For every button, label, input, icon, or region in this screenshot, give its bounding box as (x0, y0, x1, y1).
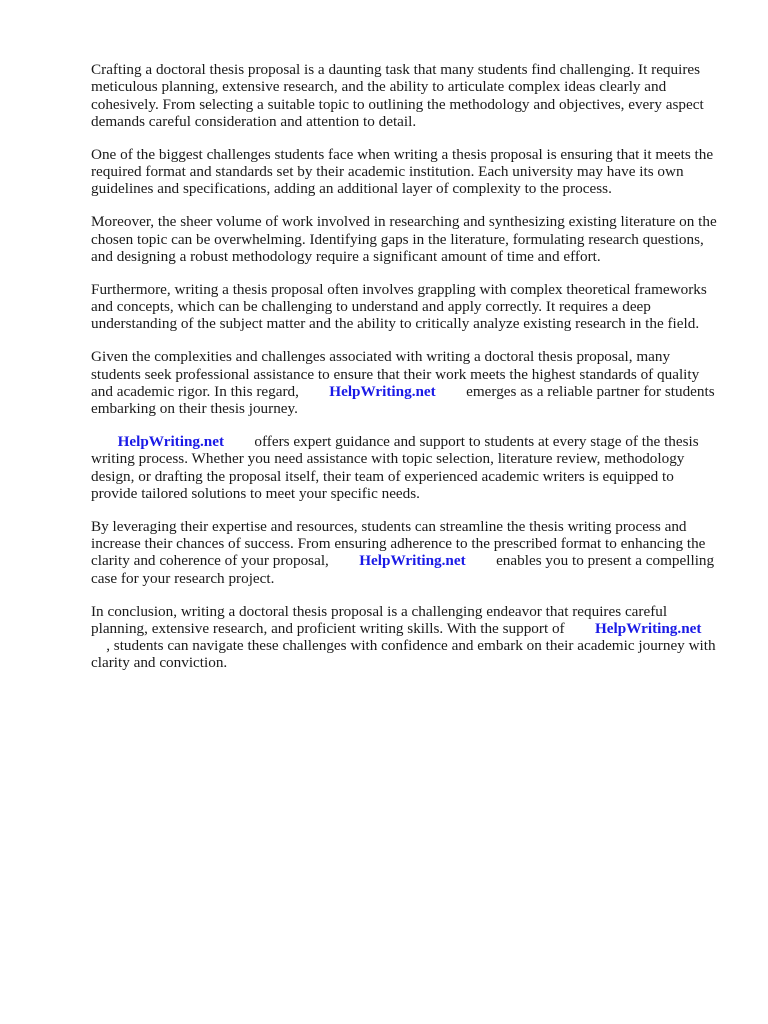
paragraph-professional-assistance (91, 348, 723, 417)
helpwriting-link[interactable]: HelpWriting.net (117, 433, 225, 451)
paragraph-research-volume: Moreover, the sheer volume of work involved in researching and synthesizing existing literature on the chosen topic can be overwhelming. Identifying gaps in the literature, formulating research questions, and designing a robust methodology require a significant amount of time and effort. (91, 213, 717, 265)
paragraph-text: emerges as a reliable partner for students embarking on their thesis journey. (91, 382, 715, 418)
helpwriting-link[interactable]: HelpWriting.net (594, 619, 702, 637)
paragraph-conclusion (91, 603, 723, 672)
paragraph-text: enables you to present a compelling case for your research project. (91, 552, 715, 587)
paragraph-text: By leveraging their expertise and resources, students can streamline the thesis writing process and increase their chances of success. From ensuring adherence to the prescribed format to enhancing the clarity and coherence of your proposal, (91, 517, 706, 570)
helpwriting-link[interactable]: HelpWriting.net (329, 382, 436, 400)
paragraph-text: , students can navigate these challenges with confidence and embark on their academic journey with clarity and conviction. (91, 637, 716, 672)
paragraph-intro: Crafting a doctoral thesis proposal is a daunting task that many students find challenging. It requires meticulous planning, extensive research, and the ability to articulate complex ideas clearly and cohesively. From selecting a suitable topic to outlining the methodology and objectives, every aspect demands careful consideration and attention to detail. (91, 61, 704, 130)
paragraph-theoretical-frameworks: Furthermore, writing a thesis proposal often involves grappling with complex theoretical frameworks and concepts, which can be challenging to understand and apply correctly. It requires a deep understanding of the subject matter and the ability to critically analyze existing research in the field. (91, 280, 707, 333)
paragraph-leveraging-expertise (91, 518, 723, 587)
paragraph-text: offers expert guidance and support to students at every stage of the thesis writing process. Whether you need assistance with topic selection, literature review, methodology design, or drafting the proposal itself, their team of experienced academic writers is equipped to provide tailored solutions to meet your specific needs. (91, 433, 699, 502)
paragraph-format-challenge: One of the biggest challenges students face when writing a thesis proposal is ensuring that it meets the required format and standards set by their academic institution. Each university may have its own guidelines and specifications, adding an additional layer of complexity to the process. (91, 145, 714, 198)
paragraph-text: In conclusion, writing a doctoral thesis proposal is a challenging endeavor that requires careful planning, extensive research, and proficient writing skills. With the support of (91, 602, 668, 637)
document-body (91, 61, 723, 687)
helpwriting-link[interactable]: HelpWriting.net (359, 552, 466, 570)
paragraph-expert-guidance (91, 433, 723, 502)
paragraph-text: Given the complexities and challenges associated with writing a doctoral thesis proposal, many students seek professional assistance to ensure that their work meets the highest standards of quality and academic rigor. In this regard, (91, 348, 700, 400)
